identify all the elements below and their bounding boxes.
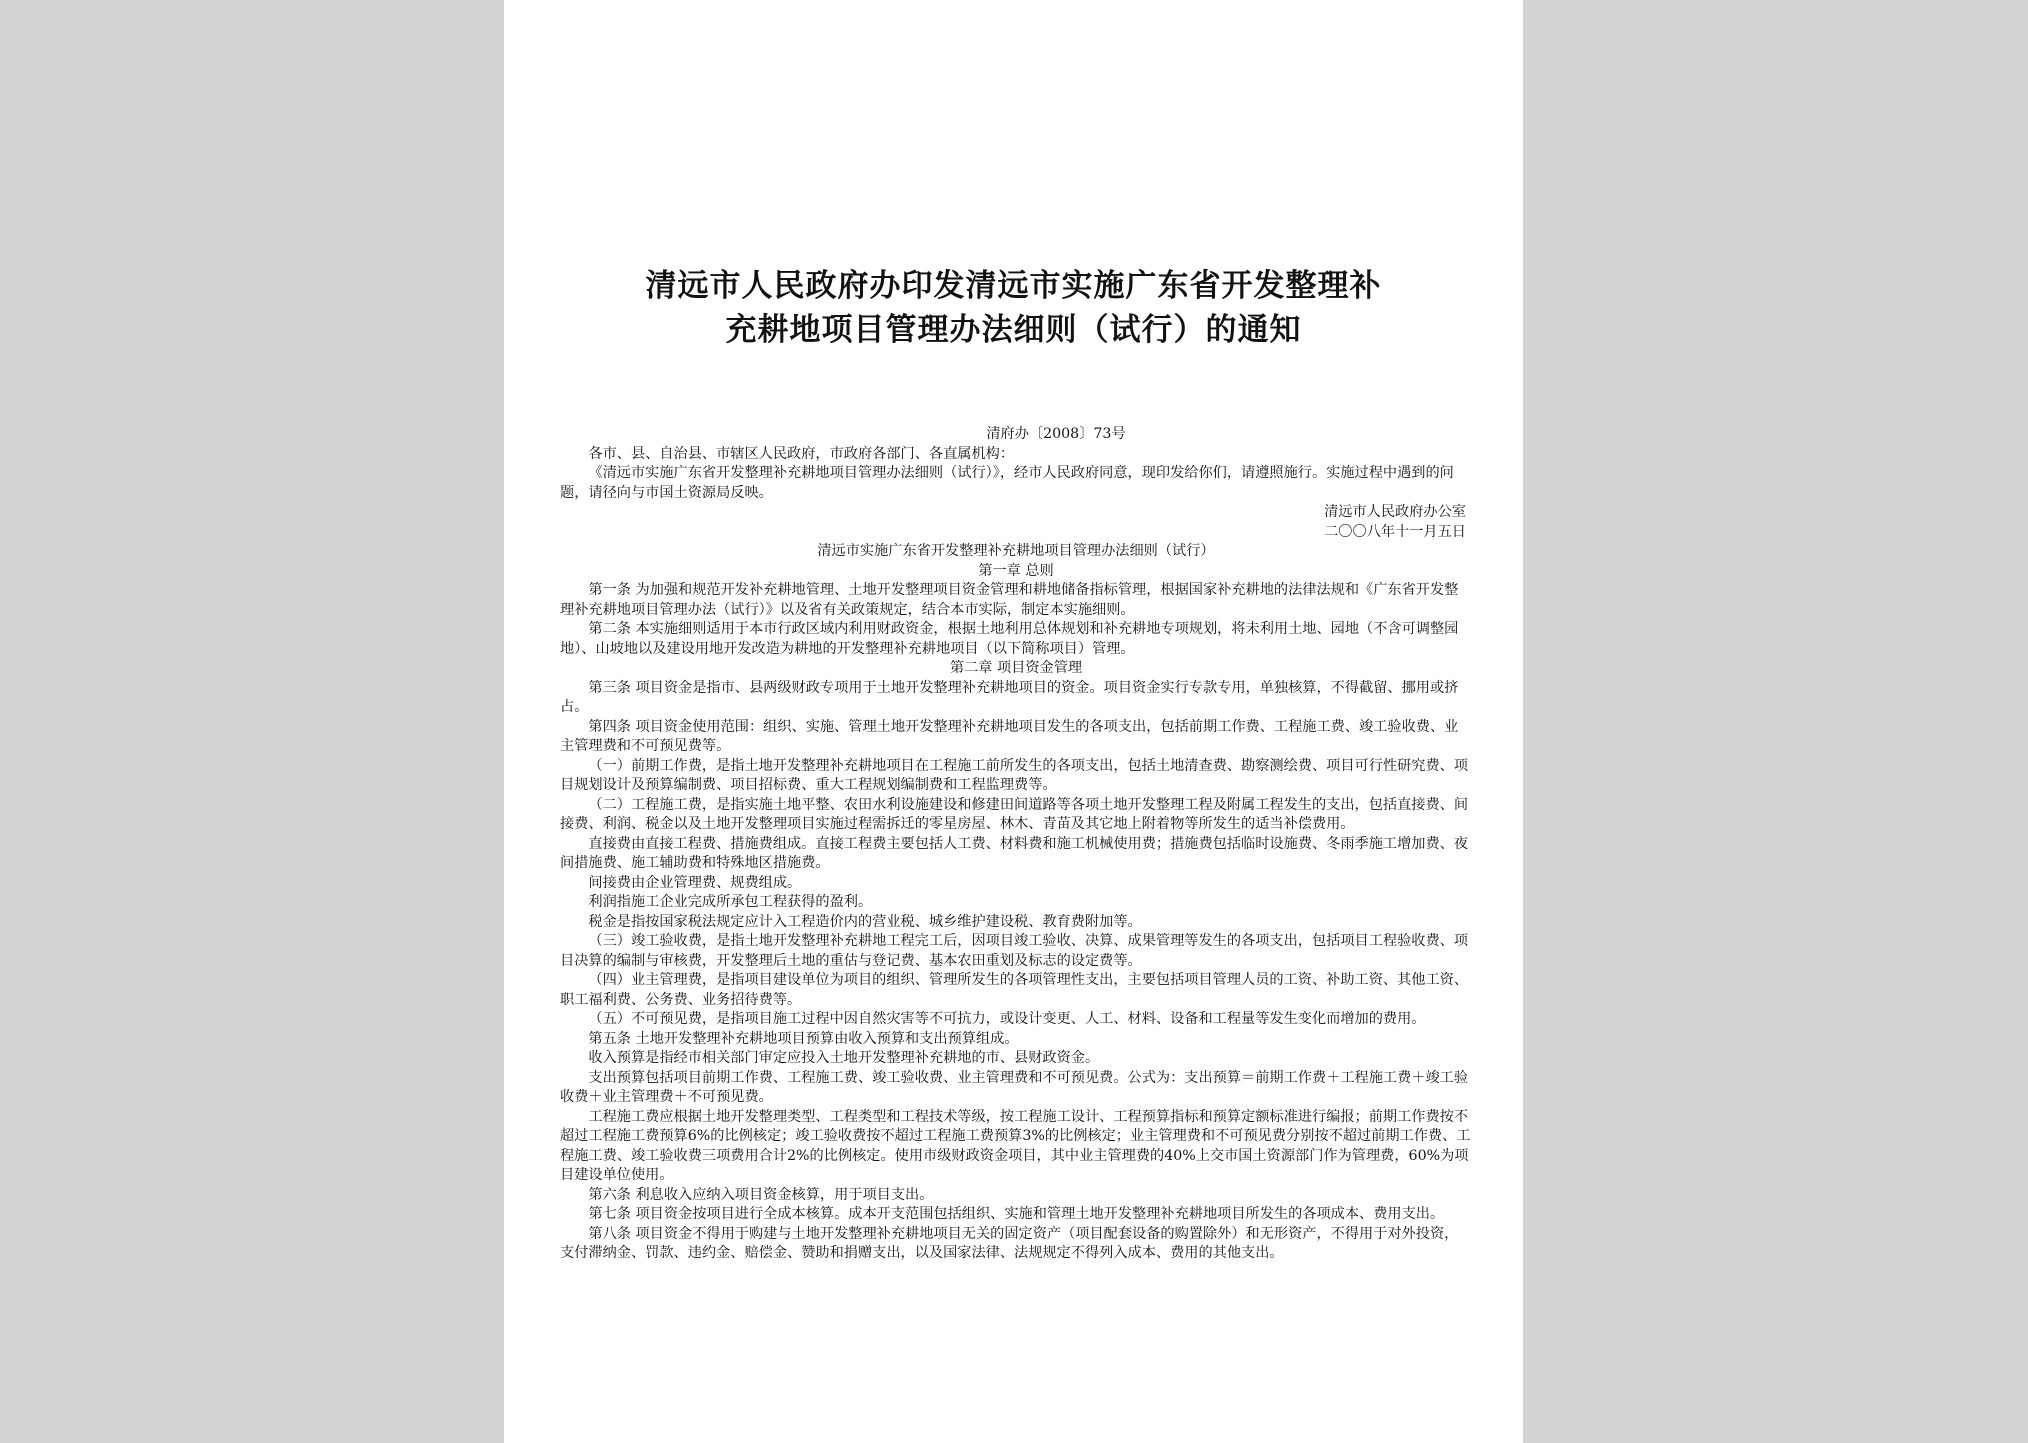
- profit-paragraph: 利润指施工企业完成所承包工程获得的盈利。: [588, 894, 873, 910]
- chapter-heading: 第二章 项目资金管理: [949, 660, 1083, 676]
- document-body: [560, 425, 1472, 1264]
- issue-date: 二〇〇八年十一月五日: [1324, 523, 1466, 540]
- tax-paragraph: 税金是指按国家税法规定应计入工程造价内的营业税、城乡维护建设税、教育费附加等。: [588, 913, 1142, 930]
- title-line-2: 充耕地项目管理办法细则（试行）的通知: [725, 312, 1302, 348]
- title-line-1: 清远市人民政府办印发清远市实施广东省开发整理补: [645, 268, 1382, 304]
- item-1: （一）前期工作费，是指土地开发整理补充耕地项目在工程施工前所发生的各项支出，包括土地清查费、勘察测绘费、项目可行性研究费、项目规划设计及预算编制费、项目招标费、重大工程规划编制费和工程监理费等。: [560, 757, 1469, 793]
- income-budget-paragraph: 收入预算是指经市相关部门审定应投入土地开发整理补充耕地的市、县财政资金。: [588, 1050, 1100, 1066]
- article-6: 第六条 利息收入应纳入项目资金核算，用于项目支出。: [588, 1186, 934, 1203]
- indirect-cost-paragraph: 间接费由企业管理费、规费组成。: [588, 874, 802, 891]
- document-page: [504, 0, 1523, 1443]
- article-8: 第八条 项目资金不得用于购建与土地开发整理补充耕地项目无关的固定资产（项目配套设备的购置除外）和无形资产，不得用于对外投资，支付滞纳金、罚款、违约金、赔偿金、赞助和捐赠支出，以及国家法律、法规规定不得列入成本、费用的其他支出。: [560, 1225, 1459, 1261]
- intro-paragraph: 《清远市实施广东省开发整理补充耕地项目管理办法细则（试行）》，经市人民政府同意，现印发给你们，请遵照施行。实施过程中遇到的问题，请径向与市国土资源局反映。: [560, 465, 1454, 501]
- chapter-heading: 第一章 总则: [978, 562, 1054, 579]
- article-5: 第五条 土地开发整理补充耕地项目预算由收入预算和支出预算组成。: [588, 1030, 1019, 1047]
- addressees: 各市、县、自治县、市辖区人民政府，市政府各部门、各直属机构：: [588, 445, 1015, 462]
- expense-budget-paragraph: 支出预算包括项目前期工作费、工程施工费、竣工验收费、业主管理费和不可预见费。公式为：支出预算＝前期工作费＋工程施工费＋竣工验收费＋业主管理费＋不可预见费。: [560, 1069, 1469, 1105]
- item-4: （四）业主管理费，是指项目建设单位为项目的组织、管理所发生的各项管理性支出，主要包括项目管理人员的工资、补助工资、其他工资、职工福利费、公务费、业务招待费等。: [560, 972, 1469, 1008]
- article-7: 第七条 项目资金按项目进行全成本核算。成本开支范围包括组织、实施和管理土地开发整理补充耕地项目所发生的各项成本、费用支出。: [588, 1206, 1445, 1222]
- rules-title: 清远市实施广东省开发整理补充耕地项目管理办法细则（试行）: [817, 543, 1215, 559]
- article-4: 第四条 项目资金使用范围：组织、实施、管理土地开发整理补充耕地项目发生的各项支出，包括前期工作费、工程施工费、竣工验收费、业主管理费和不可预见费等。: [560, 718, 1459, 754]
- issuer: 清远市人民政府办公室: [1324, 504, 1466, 520]
- document-title: [504, 264, 1523, 352]
- construction-fee-paragraph: 工程施工费应根据土地开发整理类型、工程类型和工程技术等级，按工程施工设计、工程预算指标和预算定额标准进行编报；前期工作费按不超过工程施工费预算6%的比例核定；竣工验收费按不超过工程施工费预算3%的比例核定；业主管理费和不可预见费分别按不超过前期工作费、工程施工费、竣工验收费三项费用合计2%的比例核定。使用市级财政资金项目，其中业主管理费的40%上交市国土资源部门作为管理费，60%为项目建设单位使用。: [560, 1108, 1471, 1183]
- item-5: （五）不可预见费，是指项目施工过程中因自然灾害等不可抗力，或设计变更、人工、材料、设备和工程量等发生变化而增加的费用。: [588, 1011, 1426, 1027]
- article-3: 第三条 项目资金是指市、县两级财政专项用于土地开发整理补充耕地项目的资金。项目资金实行专款专用，单独核算，不得截留、挪用或挤占。: [560, 679, 1459, 715]
- article-2: 第二条 本实施细则适用于本市行政区域内利用财政资金，根据土地利用总体规划和补充耕地专项规划，将未利用土地、园地（不含可调整园地）、山坡地以及建设用地开发改造为耕地的开发整理补充耕地项目（以下简称项目）管理。: [560, 621, 1459, 657]
- item-2: （二）工程施工费，是指实施土地平整、农田水利设施建设和修建田间道路等各项土地开发整理工程及附属工程发生的支出，包括直接费、间接费、利润、税金以及土地开发整理项目实施过程需拆迁的零星房屋、林木、青苗及其它地上附着物等所发生的适当补偿费用。: [560, 796, 1469, 832]
- item-3: （三）竣工验收费，是指土地开发整理补充耕地工程完工后，因项目竣工验收、决算、成果管理等发生的各项支出，包括项目工程验收费、项目决算的编制与审核费，开发整理后土地的重估与登记费、基本农田重划及标志的设定费等。: [560, 933, 1469, 969]
- article-1: 第一条 为加强和规范开发补充耕地管理、土地开发整理项目资金管理和耕地储备指标管理，根据国家补充耕地的法律法规和《广东省开发整理补充耕地项目管理办法（试行）》以及省有关政策规定，结合本市实际，制定本实施细则。: [560, 582, 1459, 618]
- doc-number: 清府办〔2008〕73号: [986, 426, 1126, 442]
- direct-cost-paragraph: 直接费由直接工程费、措施费组成。直接工程费主要包括人工费、材料费和施工机械使用费；措施费包括临时设施费、冬雨季施工增加费、夜间措施费、施工辅助费和特殊地区措施费。: [560, 835, 1469, 871]
